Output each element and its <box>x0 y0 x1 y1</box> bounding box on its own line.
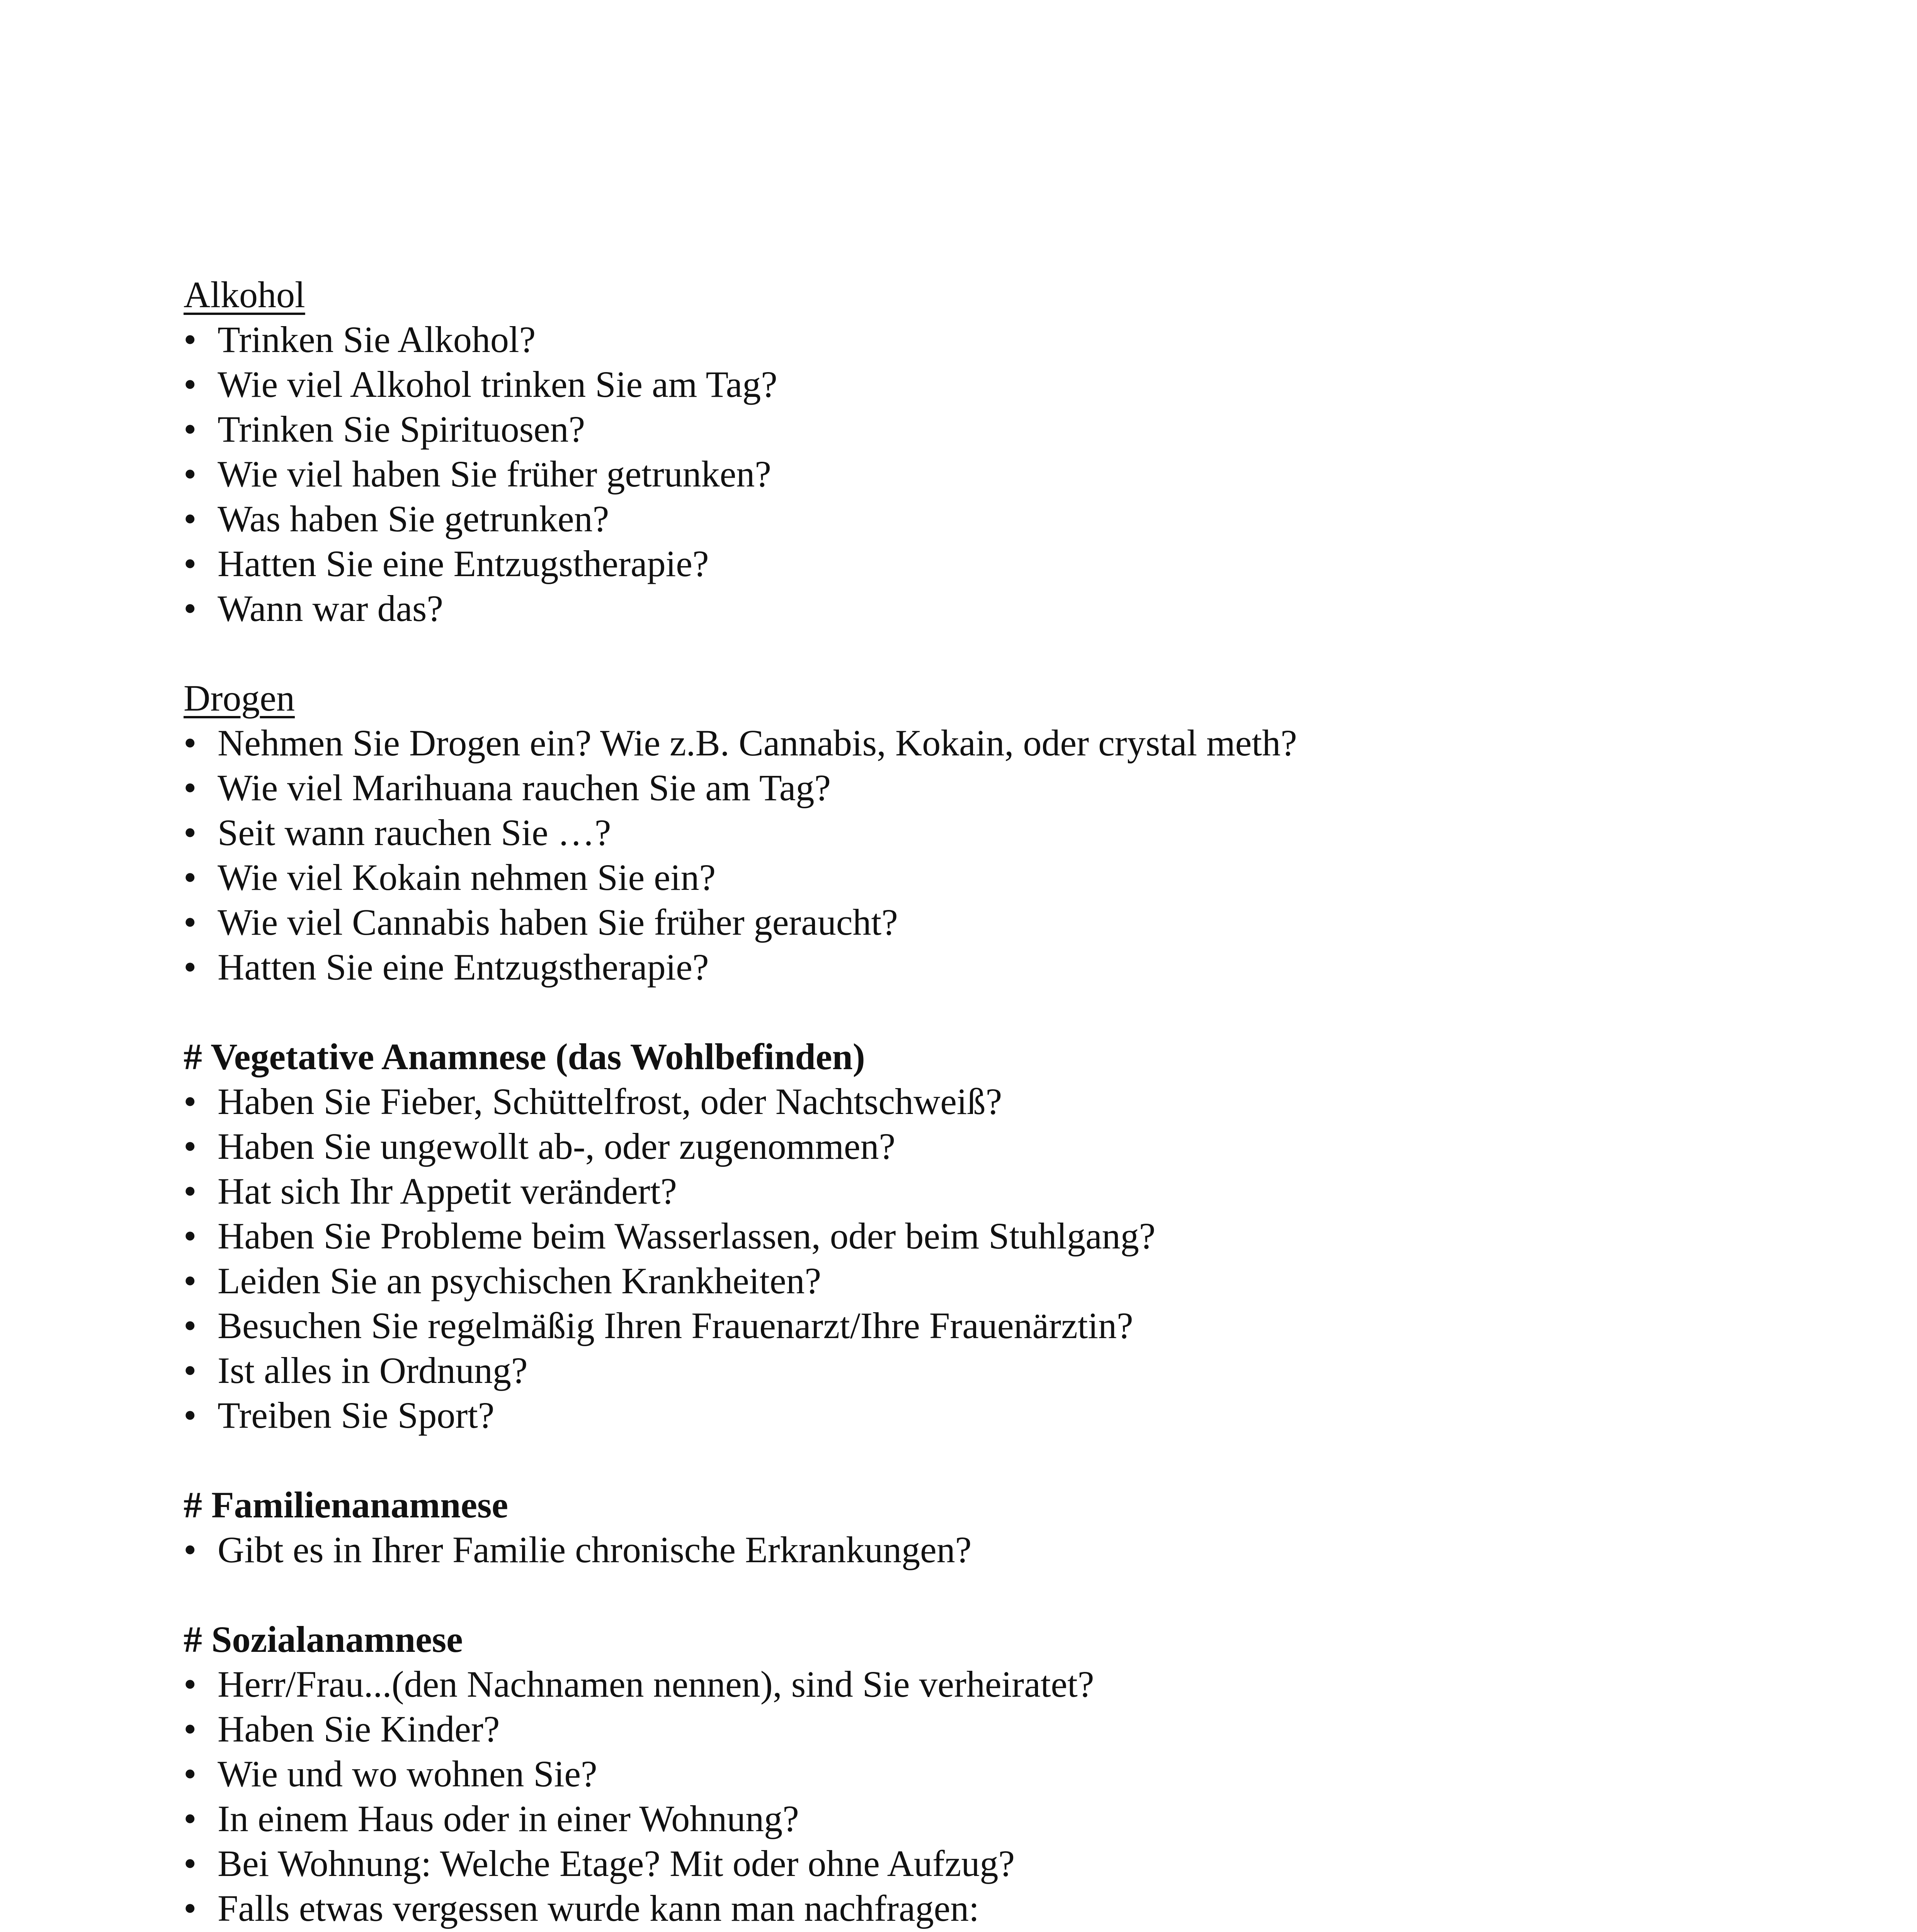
bullet-icon: • <box>184 588 197 629</box>
bullet-icon: • <box>184 722 197 764</box>
list-item <box>184 1886 1768 1931</box>
bullet-icon: • <box>184 498 197 539</box>
list-item <box>184 1079 1768 1124</box>
list-item <box>184 407 1768 452</box>
bullet-icon: • <box>184 812 197 853</box>
list-item-text: Wie viel Alkohol trinken Sie am Tag? <box>218 364 777 405</box>
bullet-icon: • <box>184 408 197 450</box>
bullet-icon: • <box>184 1798 197 1839</box>
section-heading: Drogen <box>184 677 295 719</box>
list-item <box>184 765 1768 810</box>
section-alkohol <box>184 272 1768 631</box>
list-item <box>184 1527 1768 1572</box>
list-item <box>184 721 1768 765</box>
list-item-text: Wie und wo wohnen Sie? <box>218 1753 597 1794</box>
list-item <box>184 541 1768 586</box>
bullet-list <box>184 1527 1768 1572</box>
list-item <box>184 586 1768 631</box>
list-item <box>184 810 1768 855</box>
bullet-icon: • <box>184 364 197 405</box>
list-item-text: Wie viel Cannabis haben Sie früher geraucht? <box>218 901 898 943</box>
bullet-icon: • <box>184 1170 197 1212</box>
list-item-text: Haben Sie Probleme beim Wasserlassen, oder beim Stuhlgang? <box>218 1215 1156 1257</box>
list-item <box>184 1393 1768 1438</box>
list-item <box>184 1348 1768 1393</box>
bullet-icon: • <box>184 1081 197 1122</box>
section-familienanamnese <box>184 1483 1768 1572</box>
list-item <box>184 945 1768 990</box>
list-item-text: Besuchen Sie regelmäßig Ihren Frauenarzt/Ihre Frauenärztin? <box>218 1305 1133 1346</box>
bullet-icon: • <box>184 767 197 808</box>
list-item-text: Seit wann rauchen Sie …? <box>218 812 611 853</box>
list-item <box>184 1303 1768 1348</box>
list-item-text: Herr/Frau...(den Nachnamen nennen), sind Sie verheiratet? <box>218 1663 1094 1705</box>
list-item <box>184 497 1768 541</box>
section-heading: # Familienanamnese <box>184 1484 508 1526</box>
list-item-text: Trinken Sie Alkohol? <box>218 319 536 360</box>
list-item-text: Hatten Sie eine Entzugstherapie? <box>218 543 709 584</box>
list-item-text: Haben Sie Kinder? <box>218 1708 500 1750</box>
bullet-icon: • <box>184 453 197 495</box>
bullet-icon: • <box>184 1888 197 1929</box>
bullet-icon: • <box>184 946 197 988</box>
list-item-text: Hat sich Ihr Appetit verändert? <box>218 1170 677 1212</box>
bullet-icon: • <box>184 1708 197 1750</box>
list-item <box>184 452 1768 497</box>
list-item <box>184 1752 1768 1796</box>
list-item-text: Leiden Sie an psychischen Krankheiten? <box>218 1260 822 1301</box>
list-item <box>184 1796 1768 1841</box>
bullet-icon: • <box>184 543 197 584</box>
section-heading: # Sozialanamnese <box>184 1619 463 1660</box>
bullet-icon: • <box>184 901 197 943</box>
bullet-list <box>184 1662 1768 1932</box>
bullet-list <box>184 317 1768 631</box>
section-vegetative-anamnese <box>184 1034 1768 1438</box>
list-item <box>184 1214 1768 1259</box>
bullet-icon: • <box>184 1663 197 1705</box>
list-item-text: Hatten Sie eine Entzugstherapie? <box>218 946 709 988</box>
list-item <box>184 1707 1768 1752</box>
bullet-icon: • <box>184 1350 197 1391</box>
list-item-text: Haben Sie ungewollt ab-, oder zugenommen? <box>218 1126 896 1167</box>
list-item-text: Was haben Sie getrunken? <box>218 498 609 539</box>
list-item-text: Falls etwas vergessen wurde kann man nachfragen: <box>218 1888 979 1929</box>
list-item-text: Wie viel Kokain nehmen Sie ein? <box>218 857 716 898</box>
list-item-text: Gibt es in Ihrer Familie chronische Erkrankungen? <box>218 1529 972 1570</box>
bullet-list <box>184 1079 1768 1438</box>
bullet-icon: • <box>184 319 197 360</box>
list-item <box>184 1169 1768 1214</box>
list-item <box>184 1124 1768 1169</box>
bullet-icon: • <box>184 1305 197 1346</box>
section-sozialanamnese <box>184 1617 1768 1932</box>
list-item-text: In einem Haus oder in einer Wohnung? <box>218 1798 799 1839</box>
list-item <box>184 362 1768 407</box>
list-item-text: Ist alles in Ordnung? <box>218 1350 528 1391</box>
bullet-icon: • <box>184 1843 197 1884</box>
bullet-icon: • <box>184 1260 197 1301</box>
document-content <box>184 272 1768 1932</box>
list-item <box>184 1259 1768 1303</box>
bullet-icon: • <box>184 1215 197 1257</box>
bullet-icon: • <box>184 1395 197 1436</box>
list-item-text: Wie viel haben Sie früher getrunken? <box>218 453 771 495</box>
section-heading: # Vegetative Anamnese (das Wohlbefinden) <box>184 1036 865 1077</box>
list-item-text: Bei Wohnung: Welche Etage? Mit oder ohne Aufzug? <box>218 1843 1015 1884</box>
list-item <box>184 855 1768 900</box>
bullet-list <box>184 721 1768 990</box>
section-drogen <box>184 676 1768 990</box>
list-item-text: Treiben Sie Sport? <box>218 1395 495 1436</box>
list-item-text: Wann war das? <box>218 588 444 629</box>
list-item-text: Wie viel Marihuana rauchen Sie am Tag? <box>218 767 831 808</box>
list-item <box>184 317 1768 362</box>
list-item <box>184 900 1768 945</box>
bullet-icon: • <box>184 857 197 898</box>
list-item <box>184 1662 1768 1707</box>
bullet-icon: • <box>184 1753 197 1794</box>
list-item-text: Nehmen Sie Drogen ein? Wie z.B. Cannabis, Kokain, oder crystal meth? <box>218 722 1297 764</box>
list-item-text: Trinken Sie Spirituosen? <box>218 408 585 450</box>
bullet-icon: • <box>184 1126 197 1167</box>
list-item-text: Haben Sie Fieber, Schüttelfrost, oder Nachtschweiß? <box>218 1081 1002 1122</box>
section-heading: Alkohol <box>184 274 305 315</box>
bullet-icon: • <box>184 1529 197 1570</box>
list-item <box>184 1841 1768 1886</box>
